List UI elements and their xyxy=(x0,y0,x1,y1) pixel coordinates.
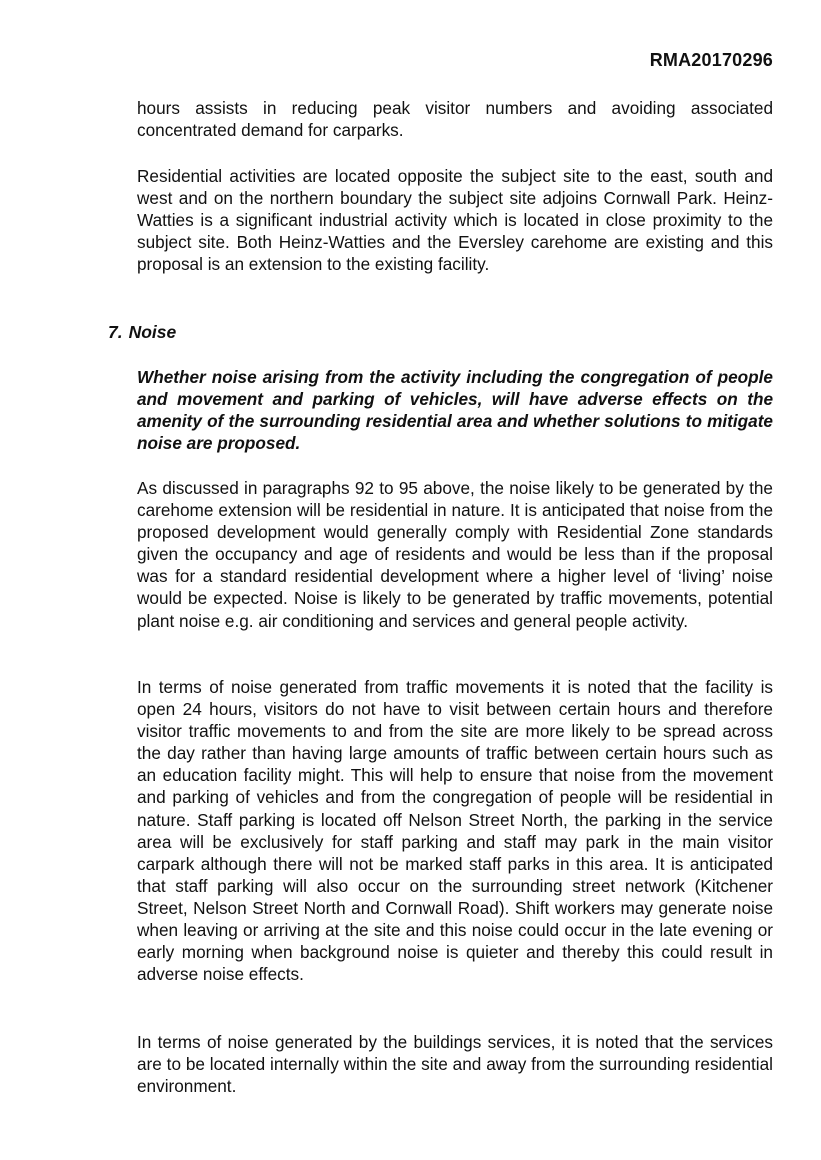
paragraph-services-noise: In terms of noise generated by the buildings services, it is noted that the services are to be located internally within the site and away from the surrounding residential environment. xyxy=(137,1032,773,1097)
section-title: Noise xyxy=(128,322,177,342)
assessment-criterion: Whether noise arising from the activity including the congregation of people and movement and parking of vehicles, will have adverse effects on the amenity of the surrounding residential area and whether solutions to mitigate noise are proposed. xyxy=(137,367,773,454)
paragraph-carpark-demand: hours assists in reducing peak visitor numbers and avoiding associated concentrated demand for carparks. xyxy=(137,98,773,141)
document-reference: RMA20170296 xyxy=(649,50,773,70)
paragraph-residential-noise: As discussed in paragraphs 92 to 95 above, the noise likely to be generated by the carehome extension will be residential in nature. It is anticipated that noise from the proposed development would generally comply with Residential Zone standards given the occupancy and age of residents and would be less than if the proposal was for a standard residential development where a higher level of ‘living’ noise would be expected. Noise is likely to be generated by traffic movements, potential plant noise e.g. air conditioning and services and general people activity. xyxy=(137,478,773,631)
section-heading xyxy=(108,322,176,343)
paragraph-traffic-noise: In terms of noise generated from traffic movements it is noted that the facility is open 24 hours, visitors do not have to visit between certain hours and therefore visitor traffic movements to and from the site are more likely to be spread across the day rather than having large amounts of traffic between certain hours such as an education facility might. This will help to ensure that noise from the movement and parking of vehicles and from the congregation of people will be residential in nature. Staff parking is located off Nelson Street North, the parking in the service area will be exclusively for staff parking and staff may park in the main visitor carpark although there will not be marked staff parks in this area. It is anticipated that staff parking will also occur on the surrounding street network (Kitchener Street, Nelson Street North and Cornwall Road). Shift workers may generate noise when leaving or arriving at the site and this noise could occur in the late evening or early morning when background noise is quieter and thereby this could result in adverse noise effects. xyxy=(137,677,773,985)
section-number: 7. xyxy=(108,322,123,342)
paragraph-surrounding-activities: Residential activities are located opposite the subject site to the east, south and west and on the northern boundary the subject site adjoins Cornwall Park. Heinz-Watties is a significant industrial activity which is located in close proximity to the subject site. Both Heinz-Watties and the Eversley carehome are existing and this proposal is an extension to the existing facility. xyxy=(137,166,773,275)
